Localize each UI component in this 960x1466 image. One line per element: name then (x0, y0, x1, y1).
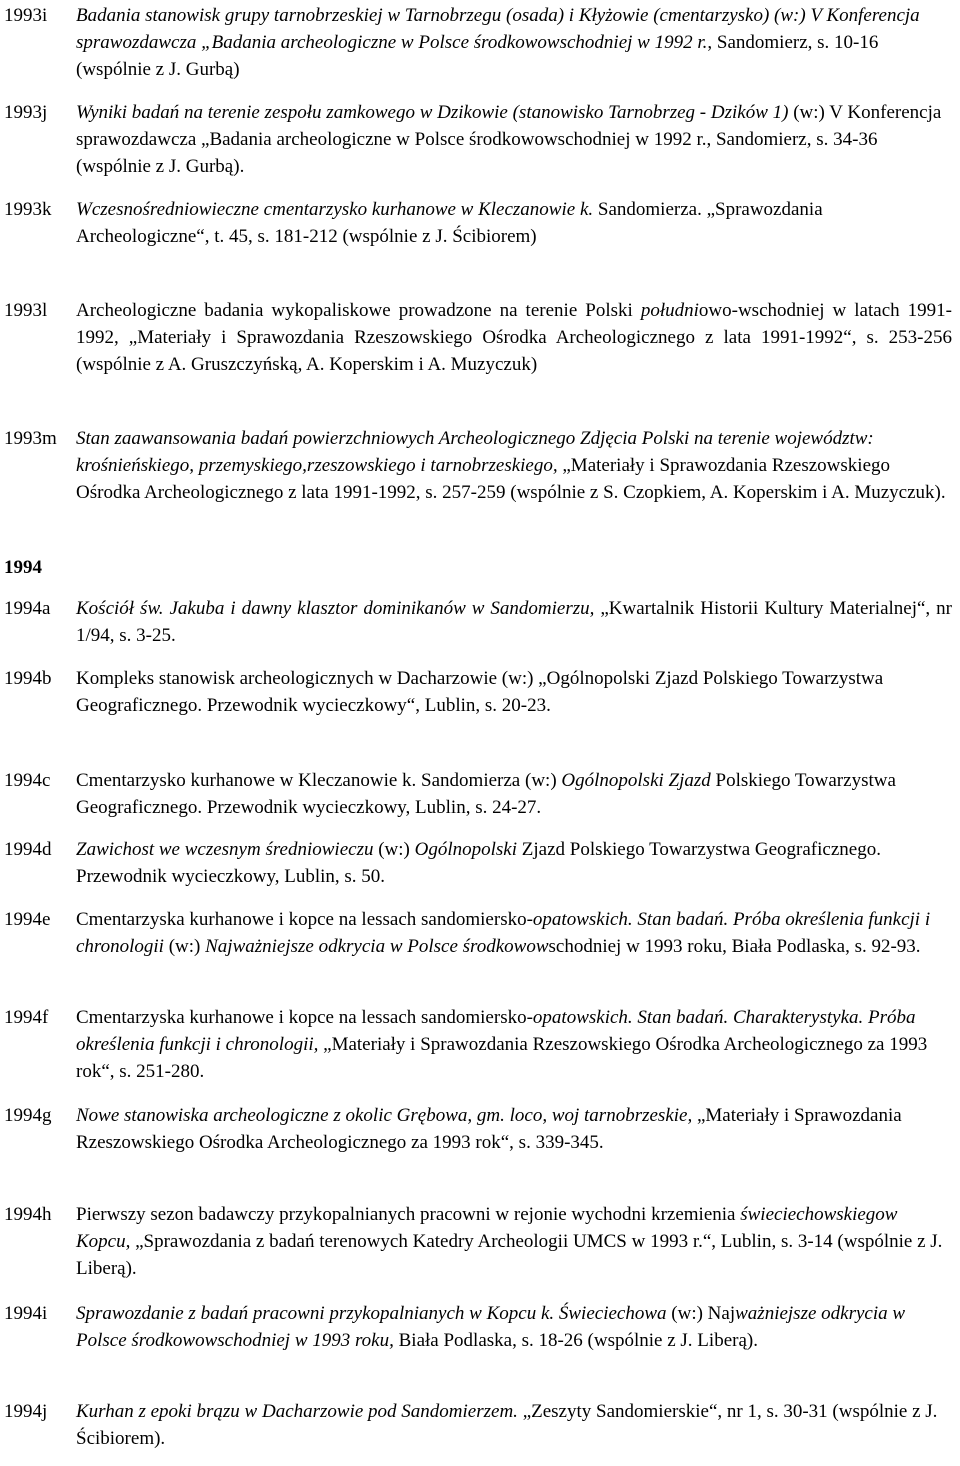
year-heading: 1994 (4, 557, 42, 578)
entry-text (76, 1398, 952, 1452)
bibliography-entry-1994j (4, 1398, 952, 1452)
bibliography-entry-1993l (4, 297, 952, 378)
entry-title: Wczesnośredniowieczne cmentarzysko kurhanowe w Kleczanowie k. (76, 199, 594, 220)
entry-code: 1994i (4, 1303, 48, 1324)
entry-text-part: (w:) (163, 936, 206, 957)
entry-text (76, 196, 952, 250)
entry-text-part: Zawichost we wczesnym średniowieczu (76, 839, 374, 860)
bibliography-entry-1994h (4, 1201, 952, 1282)
entry-code: 1994j (4, 1401, 48, 1422)
entry-code: 1994g (4, 1105, 52, 1126)
entry-title: Nowe stanowiska archeologiczne z okolic Grębowa, gm. loco, woj tarnobrzeskie, (76, 1105, 693, 1126)
entry-text-part: Archeologiczne badania wykopaliskowe prowadzone na terenie Polski (76, 300, 641, 321)
entry-text-part: świeciechowskiegow Kopcu, (76, 1204, 898, 1252)
entry-code: 1994a (4, 598, 51, 619)
entry-citation: Kompleks stanowisk archeologicznych w Dacharzowie (w:) „Ogólnopolski Zjazd Polskiego Towarzystwa Geograficznego. Przewodnik wycieczkowy“, Lublin, s. 20-23. (76, 668, 884, 716)
entry-title: Badania stanowisk grupy tarnobrzeskiej w Tarnobrzegu (osada) i Kłyżowie (cmentarzysko) (w:) V Konferencja sprawozdawcza „Badania archeologiczne w Polsce środkowowschodniej w 1992 r. (76, 5, 920, 53)
entry-text (76, 767, 952, 821)
bibliography-entry-1993m (4, 425, 952, 506)
entry-text-part: ważniejsze odkrycia w Polsce środkowowschodniej w 1993 roku, (76, 1303, 906, 1351)
entry-text-part: południ (640, 300, 699, 321)
entry-code: 1994b (4, 668, 52, 689)
entry-text-part: owo-wschodniej w latach 1991-1992, „Materiały i Sprawozdania Rzeszowskiego Ośrodka Archeologicznego z lata 1991-1992“, s. 253-256 (wspólnie z A. Gruszczyńską, A. Koperskim i A. Muzyczuk) (76, 300, 953, 375)
entry-citation: „Kwartalnik Historii Kultury Materialnej“, nr 1/94, s. 3-25. (76, 598, 952, 646)
entry-title: Kurhan z epoki brązu w Dacharzowie pod Sandomierzem. (76, 1401, 518, 1422)
entry-title: Wyniki badań na terenie zespołu zamkowego w Dzikowie (stanowisko Tarnobrzeg - Dzików 1) (76, 102, 789, 123)
entry-text-part: „Materiały i Sprawozdania Rzeszowskiego Ośrodka Archeologicznego za 1993 rok“, s. 251-280. (76, 1034, 928, 1082)
bibliography-entry-1994d (4, 836, 952, 890)
entry-code: 1994c (4, 770, 51, 791)
entry-text-part: Ogólnopolski Zjazd (561, 770, 711, 791)
entry-text (76, 836, 952, 890)
entry-text (76, 1102, 952, 1156)
entry-code: 1993k (4, 199, 52, 220)
bibliography-entry-1994c (4, 767, 952, 821)
bibliography-entry-1994b (4, 665, 952, 719)
entry-code: 1993i (4, 5, 48, 26)
entry-text-part: opatowskich. Stan badań. Próba określenia funkcji i chronologii (76, 909, 931, 957)
bibliography-entry-1994f (4, 1004, 952, 1085)
entry-text (76, 1004, 952, 1085)
entry-citation: „Materiały i Sprawozdania Rzeszowskiego Ośrodka Archeologicznego z lata 1991-1992, s. 257-259 (wspólnie z S. Czopkiem, A. Koperskim i A. Muzyczuk). (76, 455, 946, 503)
entry-text (76, 297, 952, 378)
entry-text-part: Polskiego Towarzystwa Geograficznego. Przewodnik wycieczkowy, Lublin, s. 24-27. (76, 770, 896, 818)
entry-text-part: Cmentarzyska kurhanowe i kopce na lessach sandomiersko- (76, 909, 533, 930)
entry-code: 1993l (4, 300, 48, 321)
entry-text (76, 1201, 952, 1282)
entry-text-part: Cmentarzyska kurhanowe i kopce na lessach sandomiersko- (76, 1007, 533, 1028)
entry-text-part: schodniej w 1993 roku, Biała Podlaska, s. 92-93. (548, 936, 921, 957)
entry-code: 1993j (4, 102, 48, 123)
entry-text-part: Sprawozdanie z badań pracowni przykopalnianych w Kopcu k. Świeciechowa (76, 1303, 667, 1324)
entry-code: 1994f (4, 1007, 49, 1028)
bibliography-entry-1994i (4, 1300, 952, 1354)
entry-citation: „Zeszyty Sandomierskie“, nr 1, s. 30-31 (wspólnie z J. Ścibiorem). (76, 1401, 938, 1449)
entry-text (76, 1300, 952, 1354)
entry-text-part: Cmentarzysko kurhanowe w Kleczanowie k. Sandomierza (w:) (76, 770, 562, 791)
entry-citation: „Materiały i Sprawozdania Rzeszowskiego Ośrodka Archeologicznego za 1993 rok“, s. 339-345. (76, 1105, 902, 1153)
entry-code: 1994h (4, 1204, 52, 1225)
entry-citation: (w:) V Konferencja sprawozdawcza „Badania archeologiczne w Polsce środkowowschodniej w 1992 r., Sandomierz, s. 34-36 (wspólnie z J. Gurbą). (76, 102, 942, 177)
bibliography-entry-1994a (4, 595, 952, 649)
bibliography-entry-1993j (4, 99, 952, 180)
entry-text (76, 595, 952, 649)
entry-citation: , Sandomierz, s. 10-16 (wspólnie z J. Gurbą) (76, 32, 879, 80)
entry-text-part: Pierwszy sezon badawczy przykopalnianych pracowni w rejonie wychodni krzemienia (76, 1204, 741, 1225)
entry-text (76, 2, 952, 83)
entry-code: 1994d (4, 839, 52, 860)
entry-text-part: „Sprawozdania z badań terenowych Katedry Archeologii UMCS w 1993 r.“, Lublin, s. 3-14 (wspólnie z J. Liberą). (76, 1231, 943, 1279)
entry-text-part: Zjazd Polskiego Towarzystwa Geograficznego. Przewodnik wycieczkowy, Lublin, s. 50. (76, 839, 881, 887)
entry-code: 1993m (4, 428, 57, 449)
entry-code: 1994e (4, 909, 51, 930)
entry-citation: Sandomierza. „Sprawozdania Archeologiczne“, t. 45, s. 181-212 (wspólnie z J. Ścibiorem) (76, 199, 823, 247)
bibliography-entry-1994e (4, 906, 952, 960)
bibliography-entry-1993k (4, 196, 952, 250)
entry-text-part: Ogólnopolski (414, 839, 518, 860)
bibliography-entry-1993i (4, 2, 952, 83)
entry-text-part: Najważniejsze odkrycia w Polsce środkowow (205, 936, 549, 957)
entry-title: Kościół św. Jakuba i dawny klasztor dominikanów w Sandomierzu, (76, 598, 595, 619)
entry-text (76, 425, 952, 506)
entry-text (76, 665, 952, 719)
entry-text-part: opatowskich. Stan badań. Charakterystyka. Próba określenia funkcji i chronologii, (76, 1007, 916, 1055)
entry-title: Stan zaawansowania badań powierzchniowych Archeologicznego Zdjęcia Polski na terenie województw: krośnieńskiego, przemyskiego,rzeszowskiego i tarnobrzeskiego, (76, 428, 874, 476)
entry-text (76, 99, 952, 180)
entry-text-part: (w:) (373, 839, 415, 860)
entry-text-part: Biała Podlaska, s. 18-26 (wspólnie z J. Liberą). (393, 1330, 758, 1351)
entry-text (76, 906, 952, 960)
bibliography-entry-1994g (4, 1102, 952, 1156)
entry-text-part: (w:) Naj (666, 1303, 736, 1324)
